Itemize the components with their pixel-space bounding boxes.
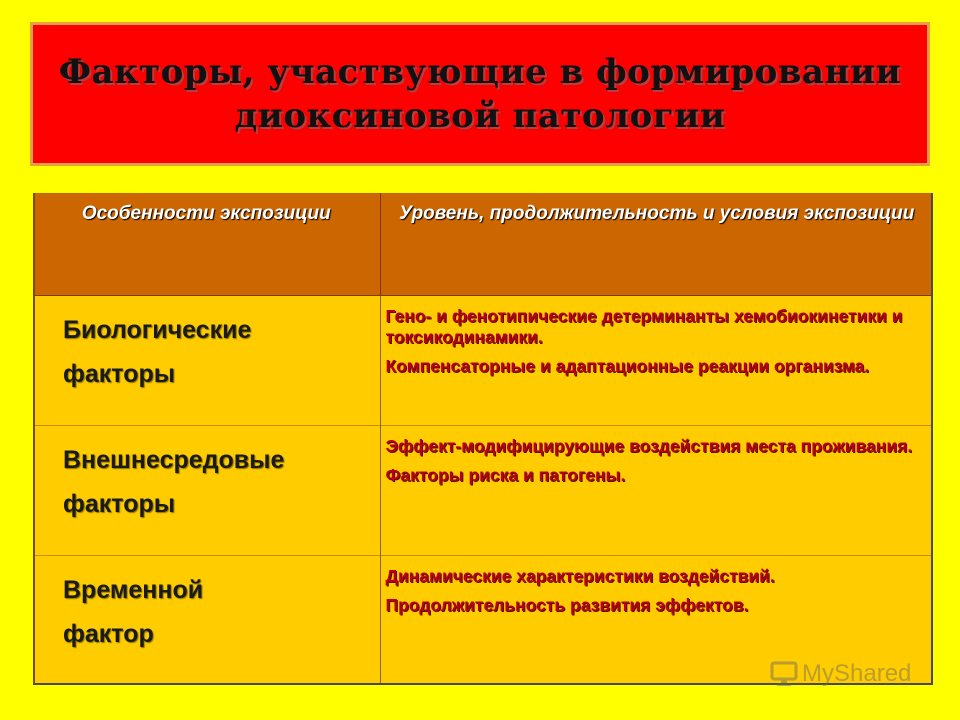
slide-title-box xyxy=(30,22,930,166)
factor-environmental: Внешнесредовые факторы xyxy=(63,446,285,518)
monitor-icon xyxy=(770,661,798,687)
detail-item: Факторы риска и патогены. xyxy=(385,465,626,485)
detail-item: Компенсаторные и адаптационные реакции организма. xyxy=(385,356,870,376)
factor-details xyxy=(381,296,934,377)
table-header-row xyxy=(33,193,933,296)
factor-details xyxy=(381,426,934,486)
header-exposure-features: Особенности экспозиции xyxy=(33,193,380,296)
detail-item: Продолжительность развития эффектов. xyxy=(385,595,749,615)
factors-table xyxy=(33,193,933,685)
table-row xyxy=(33,426,933,556)
factor-temporal: Временной фактор xyxy=(63,576,204,648)
slide-title: Факторы, участвующие в формировании диоксиновой патологии xyxy=(58,51,902,136)
factor-details xyxy=(381,556,934,616)
header-exposure-level: Уровень, продолжительность и условия экспозиции xyxy=(380,193,933,296)
table-row xyxy=(33,296,933,426)
detail-item: Динамические характеристики воздействий. xyxy=(385,566,775,586)
factor-biological: Биологические факторы xyxy=(63,316,252,388)
watermark-text: MyShared xyxy=(802,660,912,687)
watermark xyxy=(770,660,911,688)
detail-item: Гено- и фенотипические детерминанты хемобиокинетики и токсикодинамики. xyxy=(385,306,903,347)
detail-item: Эффект-модифицирующие воздействия места проживания. xyxy=(385,436,913,456)
